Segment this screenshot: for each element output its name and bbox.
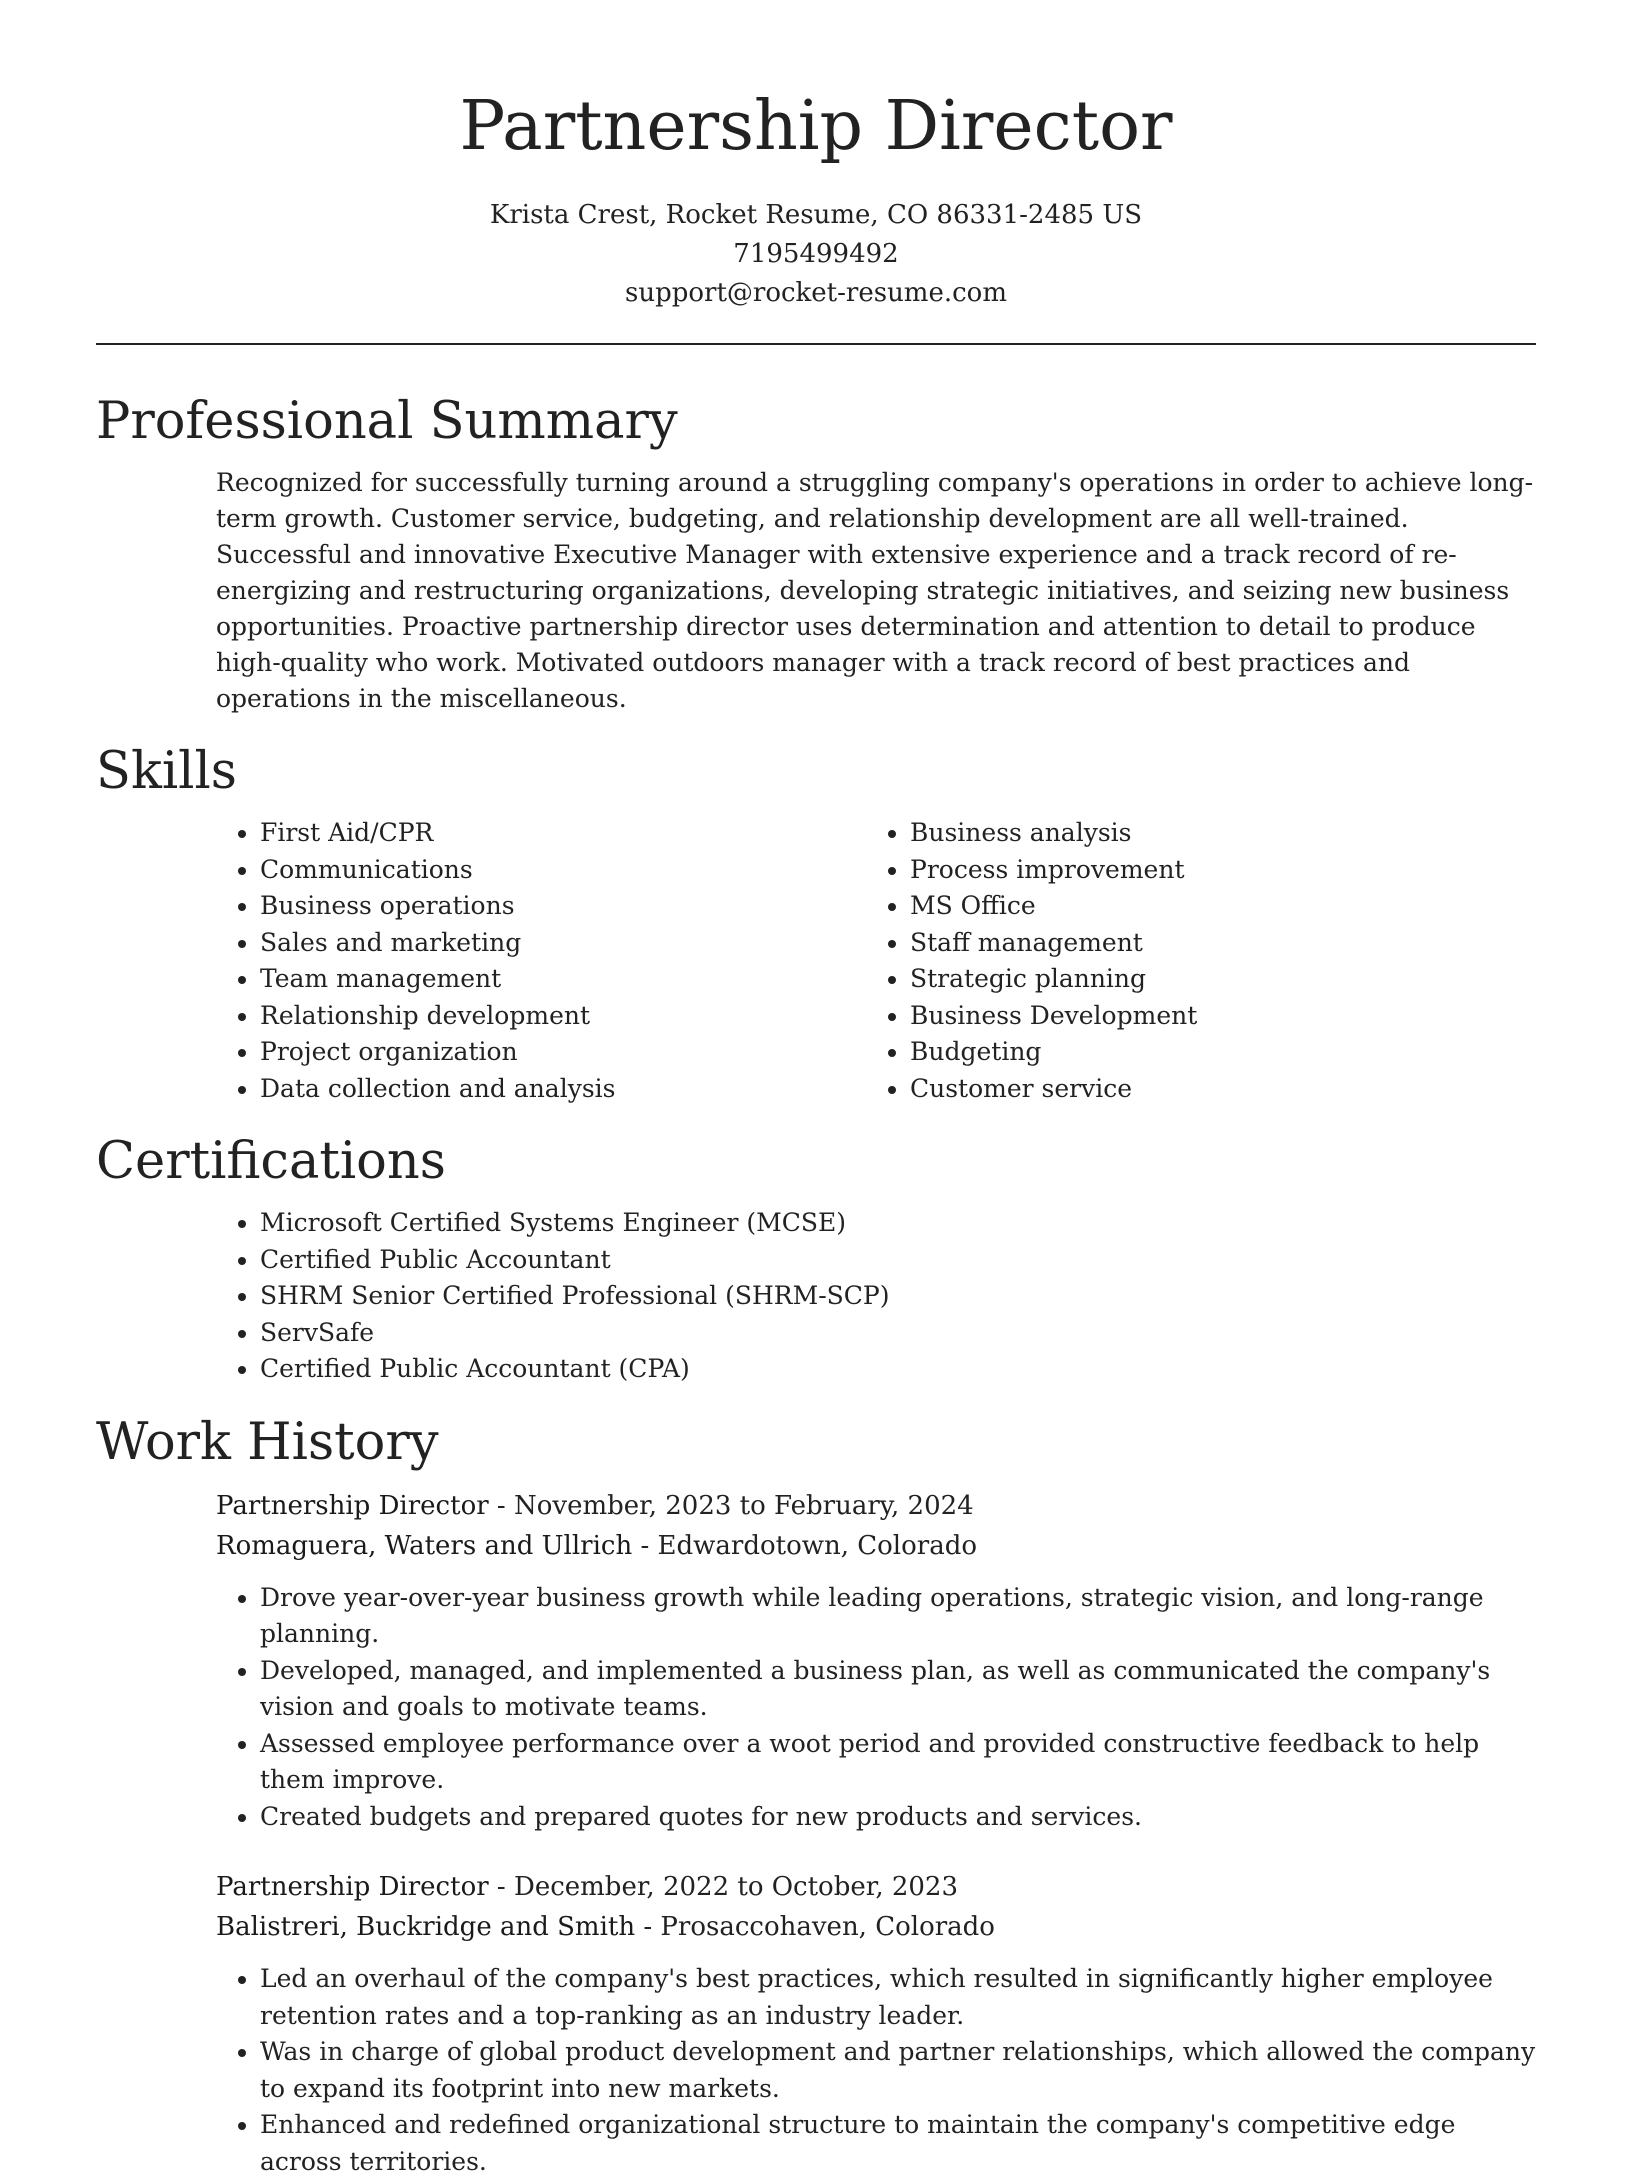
job-bullet: • Created budgets and prepared quotes for new products and services. — [260, 1799, 1536, 1836]
job-company: Romaguera, Waters and Ullrich — [216, 1531, 632, 1561]
summary-title: Professional Summary — [96, 387, 1536, 457]
job-bullet: • Developed, managed, and implemented a business plan, as well as communicated the company's vision and goals to motivate teams. — [260, 1653, 1536, 1726]
summary-text: Recognized for successfully turning around a struggling company's operations in order to achieve long-term growth. Customer service, budgeting, and relationship development are all well-trained. Successful and innovative Executive Manager with extensive experience and a track record of re-energizing and restructuring organizations, developing strategic initiatives, and seizing new business opportunities. Proactive partnership director uses determination and attention to detail to produce high-quality who work. Motivated outdoors manager with a track record of best practices and operations in the miscellaneous. — [216, 465, 1536, 717]
header-divider — [96, 343, 1536, 345]
job-bullet: • Led an overhaul of the company's best practices, which resulted in significantly higher employee retention rates and a top-ranking as an industry leader. — [260, 1961, 1536, 2034]
work-history-title: Work History — [96, 1408, 1536, 1478]
skill-item: • Budgeting — [910, 1034, 1516, 1071]
job-title-line — [216, 1867, 1536, 1907]
summary-section — [96, 387, 1536, 717]
certification-item: • Certified Public Accountant (CPA) — [260, 1351, 1536, 1388]
job-location: - Edwardotown, Colorado — [632, 1531, 977, 1561]
job-title: Partnership Director — [216, 1872, 489, 1902]
certification-item: • ServSafe — [260, 1315, 1536, 1352]
certifications-list — [216, 1205, 1536, 1388]
skill-item: • Team management — [260, 961, 866, 998]
resume-header — [96, 0, 1536, 313]
skill-item: • Data collection and analysis — [260, 1071, 866, 1108]
contact-address: Krista Crest, Rocket Resume, CO 86331-2485 US — [96, 196, 1536, 235]
skills-title: Skills — [96, 737, 1536, 807]
job-entry — [216, 1486, 1536, 1836]
skill-item: • Relationship development — [260, 998, 866, 1035]
job-bullets — [216, 1961, 1536, 2180]
job-location: - Prosaccohaven, Colorado — [635, 1912, 995, 1942]
job-title: Partnership Director — [216, 1491, 489, 1521]
skill-item: • Business operations — [260, 888, 866, 925]
resume-name: Partnership Director — [96, 82, 1536, 172]
skill-item: • Communications — [260, 852, 866, 889]
certification-item: • Certified Public Accountant — [260, 1242, 1536, 1279]
job-title-line — [216, 1486, 1536, 1526]
certification-item: • Microsoft Certified Systems Engineer (MCSE) — [260, 1205, 1536, 1242]
contact-phone: 7195499492 — [96, 235, 1536, 274]
job-bullet: • Drove year-over-year business growth while leading operations, strategic vision, and long-range planning. — [260, 1580, 1536, 1653]
contact-email: support@rocket-resume.com — [96, 274, 1536, 313]
skill-item: • Customer service — [910, 1071, 1516, 1108]
skill-item: • Strategic planning — [910, 961, 1516, 998]
job-company-line — [216, 1526, 1536, 1566]
job-dates: - December, 2022 to October, 2023 — [489, 1872, 958, 1902]
job-bullet: • Was in charge of global product development and partner relationships, which allowed the company to expand its footprint into new markets. — [260, 2034, 1536, 2107]
job-entry — [216, 1867, 1536, 2180]
skill-item: • MS Office — [910, 888, 1516, 925]
job-bullets — [216, 1580, 1536, 1836]
skill-item: • Business Development — [910, 998, 1516, 1035]
skill-item: • Process improvement — [910, 852, 1516, 889]
job-company-line — [216, 1907, 1536, 1947]
certification-item: • SHRM Senior Certified Professional (SHRM-SCP) — [260, 1278, 1536, 1315]
certifications-title: Certifications — [96, 1127, 1536, 1197]
job-dates: - November, 2023 to February, 2024 — [489, 1491, 974, 1521]
job-bullet: • Enhanced and redefined organizational structure to maintain the company's competitive edge across territories. — [260, 2107, 1536, 2180]
skills-list-right — [866, 815, 1516, 1107]
skill-item: • First Aid/CPR — [260, 815, 866, 852]
skill-item: • Business analysis — [910, 815, 1516, 852]
skill-item: • Sales and marketing — [260, 925, 866, 962]
job-company: Balistreri, Buckridge and Smith — [216, 1912, 635, 1942]
skills-section — [96, 737, 1536, 1107]
job-bullet: • Assessed employee performance over a woot period and provided constructive feedback to help them improve. — [260, 1726, 1536, 1799]
skill-item: • Staff management — [910, 925, 1516, 962]
skill-item: • Project organization — [260, 1034, 866, 1071]
skills-list-left — [216, 815, 866, 1107]
certifications-section — [96, 1127, 1536, 1388]
work-history-section — [96, 1408, 1536, 2180]
